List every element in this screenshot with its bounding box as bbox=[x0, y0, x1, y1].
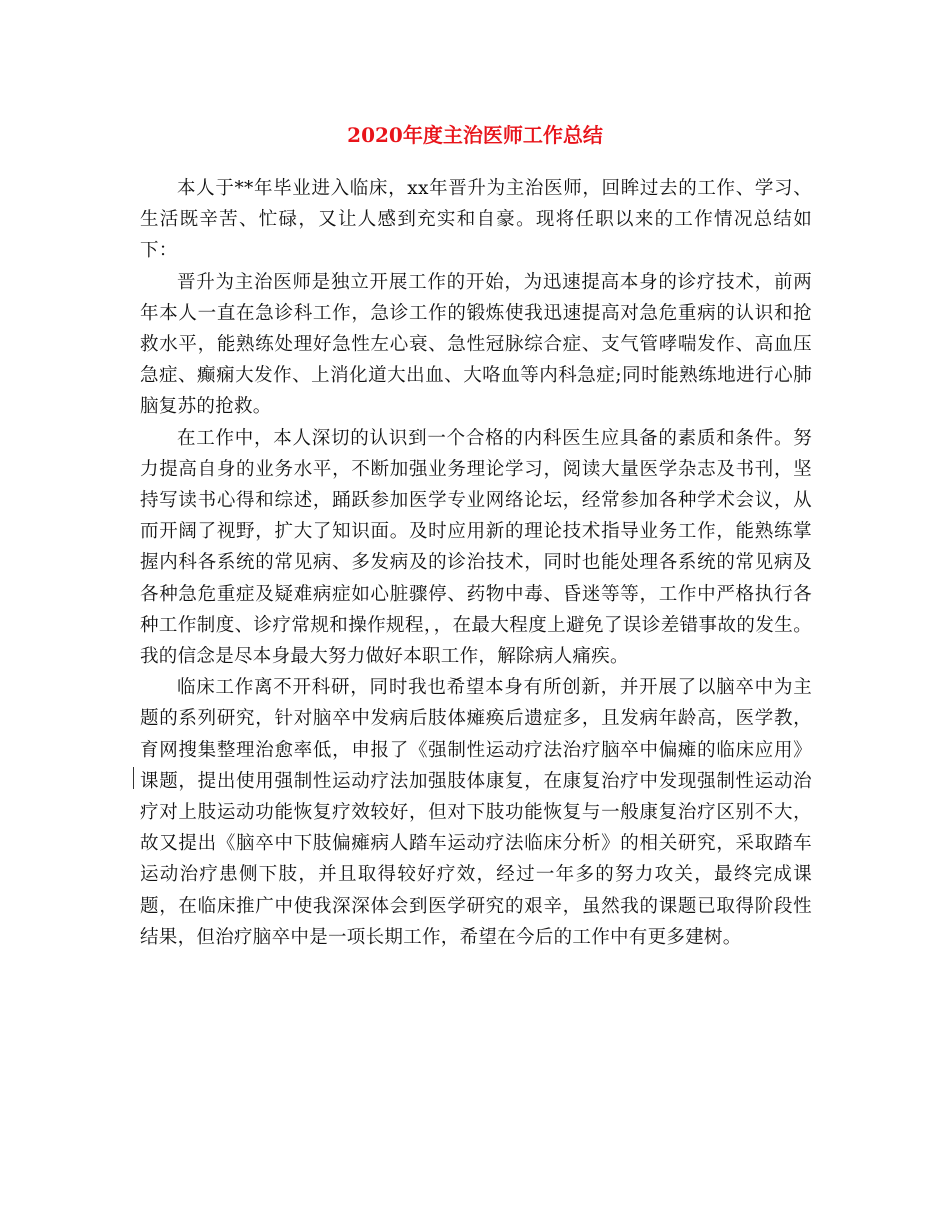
paragraph-research: 临床工作离不开科研，同时我也希望本身有所创新，并开展了以脑卒中为主题的系列研究，针对脑卒中发病后肢体瘫痪后遗症多，且发病年龄高，医学教，育网搜集整理治愈率低，申报了《强制性运动疗法治疗脑卒中偏瘫的临床应用》课题，提出使用强制性运动疗法加强肢体康复，在康复治疗中发现强制性运动治疗对上肢运动功能恢复疗效较好，但对下肢功能恢复与一般康复治疗区别不大，故又提出《脑卒中下肢偏瘫病人踏车运动疗法临床分析》的相关研究，采取踏车运动治疗患侧下肢，并且取得较好疗效，经过一年多的努力攻关，最终完成课题，在临床推广中使我深深体会到医学研究的艰辛，虽然我的课题已取得阶段性结果，但治疗脑卒中是一项长期工作，希望在今后的工作中有更多建树。 bbox=[140, 677, 812, 948]
paragraph-professional-growth: 在工作中，本人深切的认识到一个合格的内科医生应具备的素质和条件。努力提高自身的业务水平，不断加强业务理论学习，阅读大量医学杂志及书刊，坚持写读书心得和综述，踊跃参加医学专业网络论坛，经常参加各种学术会议，从而开阔了视野，扩大了知识面。及时应用新的理论技术指导业务工作，能熟练掌握内科各系统的常见病、多发病及的诊治技术，同时也能处理各系统的常见病及各种急危重症及疑难病症如心脏骤停、药物中毒、昏迷等等，工作中严格执行各种工作制度、诊疗常规和操作规程，，在最大程度上避免了误诊差错事故的发生。我的信念是尽本身最大努力做好本职工作，解除病人痛疾。 bbox=[140, 427, 812, 668]
document-body bbox=[140, 173, 812, 953]
document-title: 2020年度主治医师工作总结 bbox=[347, 123, 603, 147]
text-cursor-mark bbox=[133, 767, 134, 789]
paragraph-emergency-work: 晋升为主治医师是独立开展工作的开始，为迅速提高本身的诊疗技术，前两年本人一直在急诊科工作，急诊工作的锻炼使我迅速提高对急危重病的认识和抢救水平，能熟练处理好急性左心衰、急性冠脉综合症、支气管哮喘发作、高血压急症、癫痫大发作、上消化道大出血、大咯血等内科急症;同时能熟练地进行心肺脑复苏的抢救。 bbox=[140, 271, 812, 418]
paragraph-intro: 本人于**年毕业进入临床，xx年晋升为主治医师，回眸过去的工作、学习、生活既辛苦、忙碌，又让人感到充实和自豪。现将任职以来的工作情况总结如下： bbox=[140, 178, 812, 262]
